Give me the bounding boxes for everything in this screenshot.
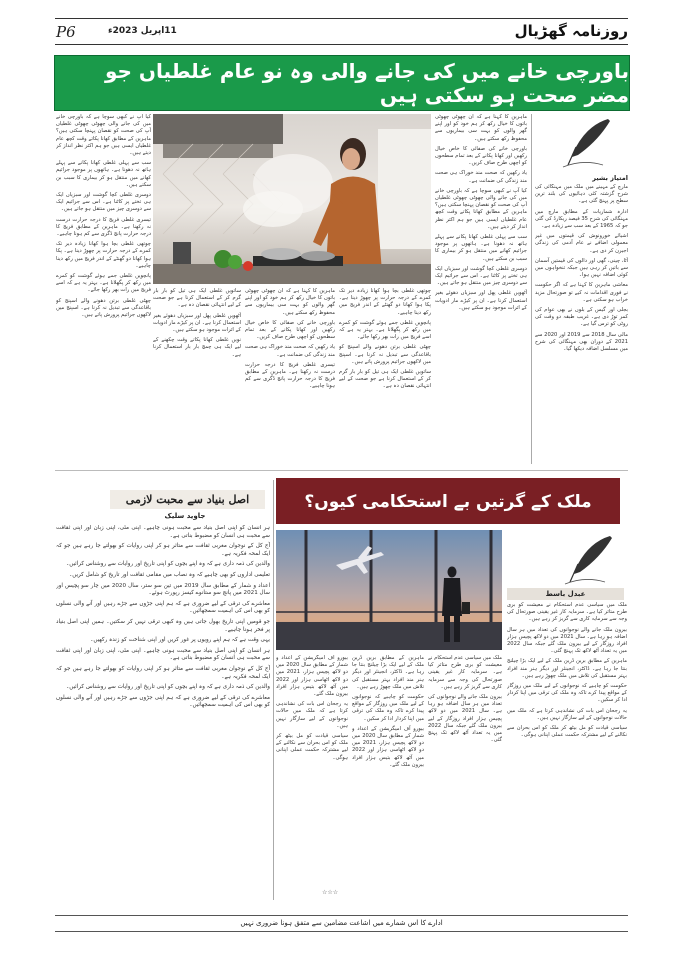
right-top-p2: ادارہ شماریات کے مطابق مارچ میں مہنگائی کی شرح 35 فیصد ریکارڈ کی گئی جو کہ 1965 کے بعد سب سے زیادہ ہے۔ — [535, 208, 628, 230]
article1-headline — [54, 55, 630, 111]
article2-right-p3: ماہرین کے مطابق برین ڈرین ملک کے لیے ایک بڑا چیلنج بنتا جا رہا ہے۔ ڈاکٹر، انجینئر اور دیگر ہنر مند افراد بہتر مستقبل کی تلاش میں ملک چھوڑ رہے ہیں۔ — [507, 658, 627, 679]
article1-col1-p6: پانچویں غلطی جمے ہوئے گوشت کو کمرے میں رکھ کر پگھلانا ہے۔ بہتر یہ ہے کہ اسے فریج میں رات بھر رکھا جائے۔ — [56, 273, 151, 294]
article1-col4-p2: پانچویں غلطی جمے ہوئے گوشت کو کمرے میں رکھ کر پگھلانا ہے۔ بہتر یہ ہے کہ اسے فریج میں رات بھر رکھا جائے۔ — [339, 319, 431, 341]
article2-column-1 — [276, 655, 348, 887]
article3-text — [56, 525, 270, 895]
article1-column-2 — [153, 288, 241, 458]
article1-col3-p1: ماہرین کا کہنا ہے کہ ان چھوٹی چھوٹی باتوں کا خیال رکھ کر ہم خود کو اور اپنے گھر والوں کو بہت سی بیماریوں سے محفوظ رکھ سکتے ہیں۔ — [245, 288, 335, 316]
article1-col4-p3: چھٹی غلطی برتن دھونے والے اسپنج کو باقاعدگی سے تبدیل نہ کرنا ہے۔ اسپنج میں لاکھوں جراثیم پرورش پاتے ہیں۔ — [339, 344, 431, 365]
article2-col1-p3: سیاسی قیادت کو مل بیٹھ کر ملک کو اس بحران سے نکالنے کے لیے مشترکہ حکمت عملی اپنانی ہوگی۔ — [276, 733, 348, 761]
article3-p7: جو قومیں اپنی تاریخ بھول جاتی ہیں وہ کبھی ترقی نہیں کر سکتیں۔ ہمیں اپنی اصل بنیاد پر فخر ہونا چاہیے۔ — [56, 618, 270, 633]
article1-col4-p1: چوتھی غلطی بچا ہوا کھانا زیادہ دیر تک کمرے کے درجہ حرارت پر چھوڑ دینا ہے۔ پکا ہوا کھانا دو گھنٹے کے اندر فریج میں رکھ دینا چاہیے۔ — [339, 288, 431, 316]
page-number: P6 — [56, 23, 76, 41]
footer-disclaimer: ادارے کا اس شمارے میں اشاعت مضامین سے متفق ہونا ضروری نہیں — [240, 919, 443, 927]
quill-pen-icon — [558, 115, 618, 170]
article1-headline-text: باورچی خانے میں کی جانے والی وہ نو عام غلطیاں جو مضر صحت ہو سکتی ہیں — [104, 59, 629, 107]
article1-col3-p2: باورچی خانے کی صفائی کا خاص خیال رکھیں اور کھانا پکانے کے بعد تمام سطحوں کو اچھی طرح صاف کریں۔ — [245, 319, 335, 341]
right-top-p5: معاشی ماہرین کا کہنا ہے کہ اگر حکومت نے فوری اقدامات نہ کیے تو صورتحال مزید خراب ہو سکتی ہے۔ — [535, 282, 628, 303]
article1-column-5 — [435, 114, 527, 459]
article3-p10: آج کل کے نوجوان مغربی ثقافت سے متاثر ہو کر اپنی روایات کو بھولتے جا رہے ہیں جو کہ ایک لمحہ فکریہ ہے۔ — [56, 665, 270, 680]
article2-right-p6: سیاسی قیادت کو مل بیٹھ کر ملک کو اس بحران سے نکالنے کے لیے مشترکہ حکمت عملی اپنانی ہوگی۔ — [507, 725, 627, 739]
article3-headline: اصل بنیاد سے محبت لازمی — [110, 490, 265, 509]
article2-col2-p3: بیورو آف امیگریشن کے اعداد و شمار کے مطابق سال 2020 میں دو لاکھ پچیس ہزار، 2021 میں دو لاکھ اٹھاسی ہزار اور 2022 میں آٹھ لاکھ بتیس ہزار افراد بیرون ملک گئے۔ — [352, 725, 424, 768]
right-top-column-text — [535, 184, 628, 464]
article1-col3-p4: تیسری غلطی فریج کا درجہ حرارت درست نہ رکھنا ہے۔ ماہرین کے مطابق فریج کا درجہ حرارت پانچ ڈگری سے کم ہونا چاہیے۔ — [245, 361, 335, 390]
article1-col5-p2: باورچی خانے کی صفائی کا خاص خیال رکھیں اور کھانا پکانے کے بعد تمام سطحوں کو اچھی طرح صاف کریں۔ — [435, 145, 527, 167]
article2-headline-text: ملک کے گرتیں بے استحکامی کیوں؟ — [304, 491, 592, 512]
article2-col2-p2: حکومت کو چاہیے کہ نوجوانوں کے لیے ملک میں روزگار کے مواقع پیدا کرے تاکہ وہ ملک کی ترقی میں اپنا کردار ادا کر سکیں۔ — [352, 694, 424, 722]
article1-col2-p2: آٹھویں غلطی پھل اور سبزیاں دھوئے بغیر استعمال کرنا ہے۔ ان پر کیڑے مار ادویات کے اثرات موجود ہو سکتے ہیں۔ — [153, 312, 241, 334]
airport-illustration — [276, 530, 502, 650]
issue-date: 11اپریل 2023ء — [108, 26, 177, 36]
article1-col1-p1: کیا آپ نے کبھی سوچا ہے کہ باورچی خانے میں کی جانے والی چھوٹی چھوٹی غلطیاں آپ کی صحت کو نقصان پہنچا سکتی ہیں؟ ماہرین کے مطابق کھانا پکاتے وقت کچھ عام غلطیاں ایسی ہیں جو ہم اکثر نظر انداز کر دیتے ہیں۔ — [56, 114, 151, 157]
article3-p3: والدین کی ذمہ داری ہے کہ وہ اپنے بچوں کو اپنی تاریخ اور روایات سے روشناس کرائیں۔ — [65, 561, 270, 568]
article2-col2-p1: ماہرین کے مطابق برین ڈرین ملک کے لیے ایک بڑا چیلنج بنتا جا رہا ہے۔ ڈاکٹر، انجینئر اور دیگر ہنر مند افراد بہتر مستقبل کی تلاش میں ملک چھوڑ رہے ہیں۔ — [352, 655, 424, 690]
column-divider-bottom — [273, 480, 274, 900]
article1-col5-p3: یاد رکھیں کہ صحت مند خوراک ہی صحت مند زندگی کی ضمانت ہے۔ — [435, 170, 527, 184]
kitchen-illustration — [153, 114, 431, 284]
section-divider — [55, 470, 628, 471]
article1-col5-p6: دوسری غلطی کچا گوشت اور سبزیاں ایک ہی تختے پر کاٹنا ہے۔ اس سے جراثیم ایک سے دوسری چیز میں منتقل ہو جاتے ہیں۔ — [435, 265, 527, 287]
article1-column-4 — [339, 288, 431, 458]
article3-p4: تعلیمی اداروں کو بھی چاہیے کہ وہ نصاب میں مقامی ثقافت اور تاریخ کو شامل کریں۔ — [68, 571, 270, 578]
article2-col3-p2: بیرون ملک جانے والے نوجوانوں کی تعداد میں ہر سال اضافہ ہو رہا ہے۔ سال 2021 میں دو لاکھ پچیس ہزار افراد روزگار کے لیے بیرون ملک گئے جبکہ سال 2022 میں یہ تعداد آٹھ لاکھ تک پہنچ گئی۔ — [428, 694, 502, 744]
column-divider-top — [531, 114, 532, 464]
article1-col1-p2: سب سے پہلی غلطی کھانا پکانے سے پہلے ہاتھ نہ دھونا ہے۔ ہاتھوں پر موجود جراثیم کھانے میں منتقل ہو کر بیماری کا سبب بن سکتے ہیں۔ — [56, 160, 151, 188]
kitchen-photo — [153, 114, 431, 284]
article1-column-3 — [245, 288, 335, 458]
article1-col1-p5: چوتھی غلطی بچا ہوا کھانا زیادہ دیر تک کمرے کے درجہ حرارت پر چھوڑ دینا ہے۔ پکا ہوا کھانا دو گھنٹے کے اندر فریج میں رکھ دینا چاہیے۔ — [56, 241, 151, 269]
right-top-p3: اشیائے خورونوش کی قیمتوں میں غیر معمولی اضافے نے عام آدمی کی زندگی اجیرن کر دی ہے۔ — [535, 233, 628, 254]
quill-pen-icon-2 — [560, 532, 620, 587]
newspaper-name: روزنامہ گھڑیال — [514, 22, 628, 40]
header-top-rule — [55, 18, 628, 19]
article2-right-p1: ملک میں سیاسی عدم استحکام نے معیشت کو بری طرح متاثر کیا ہے۔ سرمایہ کار غیر یقینی صورتحال کی وجہ سے سرمایہ کاری سے گریز کر رہے ہیں۔ — [507, 602, 627, 623]
article1-col2-p3: نویں غلطی کھانا پکاتے وقت چکھنے کے لیے ایک ہی چمچ بار بار استعمال کرنا ہے۔ — [153, 337, 241, 358]
end-mark: ☆☆☆ — [322, 889, 339, 896]
article2-column-3 — [428, 655, 502, 887]
article3-p8: یہی وقت ہے کہ ہم اپنے رویوں پر غور کریں اور اپنی شناخت کو زندہ رکھیں۔ — [90, 637, 270, 644]
article2-author: عبدل باسط — [507, 588, 624, 600]
article2-right-p2: بیرون ملک جانے والے نوجوانوں کی تعداد میں ہر سال اضافہ ہو رہا ہے۔ سال 2021 میں دو لاکھ پچیس ہزار افراد روزگار کے لیے بیرون ملک گئے جبکہ سال 2022 میں یہ تعداد آٹھ لاکھ تک پہنچ گئی۔ — [507, 626, 627, 655]
header-bottom-rule — [55, 44, 628, 45]
article2-right-column — [507, 602, 627, 898]
article1-col4-p4: ساتویں غلطی ایک ہی تیل کو بار بار گرم کر کے استعمال کرنا ہے جو صحت کے لیے انتہائی نقصان دہ ہے۔ — [339, 369, 431, 390]
article1-col1-p4: تیسری غلطی فریج کا درجہ حرارت درست نہ رکھنا ہے۔ ماہرین کے مطابق فریج کا درجہ حرارت پانچ ڈگری سے کم ہونا چاہیے۔ — [56, 216, 151, 238]
right-top-p4: آٹا، چینی، گھی اور دالوں کی قیمتیں آسمان سے باتیں کر رہی ہیں جبکہ تنخواہوں میں کوئی اضافہ نہیں ہوا۔ — [535, 257, 628, 279]
right-top-p1: مارچ کے مہینے میں ملک میں مہنگائی کی شرح گزشتہ کئی دہائیوں کی بلند ترین سطح پر پہنچ گئی ہے۔ — [535, 184, 628, 205]
article2-col3-p1: ملک میں سیاسی عدم استحکام نے معیشت کو بری طرح متاثر کیا ہے۔ سرمایہ کار غیر یقینی صورتحال کی وجہ سے سرمایہ کاری سے گریز کر رہے ہیں۔ — [428, 655, 502, 690]
right-top-author: امتیاز بشیر — [592, 174, 628, 182]
article3-p5: اعداد و شمار کے مطابق سال 2019 میں تین سو ستر، سال 2020 میں چار سو پچیس اور سال 2021 میں پانچ سو ستانوے کیسز رپورٹ ہوئے۔ — [56, 582, 270, 597]
article3-p2: آج کل کے نوجوان مغربی ثقافت سے متاثر ہو کر اپنی روایات کو بھولتے جا رہے ہیں جو کہ ایک لمحہ فکریہ ہے۔ — [56, 543, 270, 557]
article1-col1-p7: چھٹی غلطی برتن دھونے والے اسپنج کو باقاعدگی سے تبدیل نہ کرنا ہے۔ اسپنج میں لاکھوں جراثیم پرورش پاتے ہیں۔ — [56, 297, 151, 319]
airport-photo — [276, 530, 502, 650]
article1-col3-p3: یاد رکھیں کہ صحت مند خوراک ہی صحت مند زندگی کی ضمانت ہے۔ — [245, 344, 335, 358]
right-top-p7: مالی سال 2018 سے 2019 اور 2020 سے 2021 کے دوران بھی مہنگائی کی شرح میں مسلسل اضافہ دیکھا گیا۔ — [535, 331, 628, 353]
article3-p6: معاشرے کی ترقی کے لیے ضروری ہے کہ ہم اپنی جڑوں سے جڑے رہیں اور آنے والی نسلوں کو بھی اس کی اہمیت سمجھائیں۔ — [56, 600, 270, 615]
article1-col5-p5: سب سے پہلی غلطی کھانا پکانے سے پہلے ہاتھ نہ دھونا ہے۔ ہاتھوں پر موجود جراثیم کھانے میں منتقل ہو کر بیماری کا سبب بن سکتے ہیں۔ — [435, 234, 527, 262]
article1-col2-p1: ساتویں غلطی ایک ہی تیل کو بار بار گرم کر کے استعمال کرنا ہے جو صحت کے لیے انتہائی نقصان دہ ہے۔ — [153, 288, 241, 309]
article1-col5-p4: کیا آپ نے کبھی سوچا ہے کہ باورچی خانے میں کی جانے والی چھوٹی چھوٹی غلطیاں آپ کی صحت کو نقصان پہنچا سکتی ہیں؟ ماہرین کے مطابق کھانا پکاتے وقت کچھ عام غلطیاں ایسی ہیں جو ہم اکثر نظر انداز کر دیتے ہیں۔ — [435, 187, 527, 230]
right-top-p6: بجلی اور گیس کے بلوں نے بھی عوام کی کمر توڑ دی ہے۔ غریب طبقہ دو وقت کی روٹی کو ترس گیا ہے۔ — [535, 307, 628, 328]
article2-column-2 — [352, 655, 424, 887]
article1-col1-p3: دوسری غلطی کچا گوشت اور سبزیاں ایک ہی تختے پر کاٹنا ہے۔ اس سے جراثیم ایک سے دوسری چیز میں منتقل ہو جاتے ہیں۔ — [56, 192, 151, 213]
article3-p1: ہر انسان کو اپنی اصل بنیاد سے محبت ہونی چاہیے۔ اپنی مٹی، اپنی زبان اور اپنی ثقافت سے محبت ہی انسان کو مضبوط بناتی ہے۔ — [56, 525, 270, 539]
footer-top-rule — [55, 915, 628, 916]
article2-col1-p1: بیورو آف امیگریشن کے اعداد و شمار کے مطابق سال 2020 میں دو لاکھ پچیس ہزار، 2021 میں دو لاکھ اٹھاسی ہزار اور 2022 میں آٹھ لاکھ بتیس ہزار افراد بیرون ملک گئے۔ — [276, 655, 348, 698]
article2-col1-p2: یہ رجحان اس بات کی نشاندہی کرتا ہے کہ ملک میں حالات نوجوانوں کے لیے سازگار نہیں ہیں۔ — [276, 701, 348, 729]
article3-p9: ہر انسان کو اپنی اصل بنیاد سے محبت ہونی چاہیے۔ اپنی مٹی، اپنی زبان اور اپنی ثقافت سے محبت ہی انسان کو مضبوط بناتی ہے۔ — [56, 647, 270, 662]
article1-column-1 — [56, 114, 151, 464]
footer-bottom-rule — [55, 931, 628, 932]
article1-col5-p1: ماہرین کا کہنا ہے کہ ان چھوٹی چھوٹی باتوں کا خیال رکھ کر ہم خود کو اور اپنے گھر والوں کو بہت سی بیماریوں سے محفوظ رکھ سکتے ہیں۔ — [435, 114, 527, 142]
article1-col5-p7: آٹھویں غلطی پھل اور سبزیاں دھوئے بغیر استعمال کرنا ہے۔ ان پر کیڑے مار ادویات کے اثرات موجود ہو سکتے ہیں۔ — [435, 290, 527, 311]
article2-right-p5: یہ رجحان اس بات کی نشاندہی کرتا ہے کہ ملک میں حالات نوجوانوں کے لیے سازگار نہیں ہیں۔ — [507, 707, 627, 721]
article2-right-p4: حکومت کو چاہیے کہ نوجوانوں کے لیے ملک میں روزگار کے مواقع پیدا کرے تاکہ وہ ملک کی ترقی میں اپنا کردار ادا کر سکیں۔ — [507, 683, 627, 704]
article3-p12: معاشرے کی ترقی کے لیے ضروری ہے کہ ہم اپنی جڑوں سے جڑے رہیں اور آنے والی نسلوں کو بھی اس کی اہمیت سمجھائیں۔ — [56, 694, 270, 709]
article3-author: جاوید سلیک — [164, 512, 206, 520]
article2-headline — [276, 478, 620, 524]
article3-p11: والدین کی ذمہ داری ہے کہ وہ اپنے بچوں کو اپنی تاریخ اور روایات سے روشناس کرائیں۔ — [65, 684, 270, 691]
